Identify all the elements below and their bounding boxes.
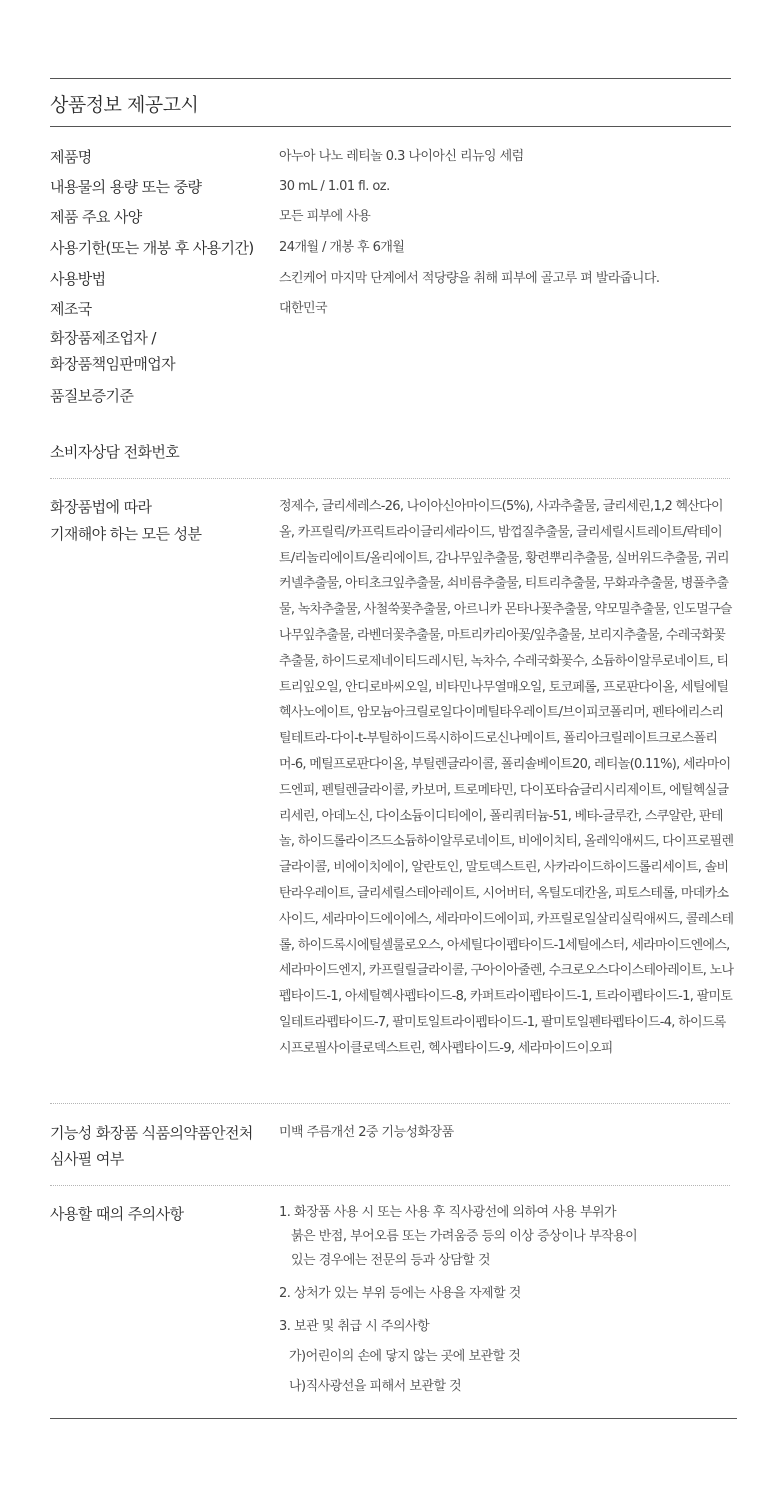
origin-value: 대한민국 bbox=[279, 301, 328, 316]
product-name-value: 아누아 나노 레티놀 0.3 나이아신 리뉴잉 세럼 bbox=[279, 149, 524, 164]
functional-value: 미백 주름개선 2중 기능성화장품 bbox=[279, 1125, 454, 1140]
spec-label: 제품 주요 사양 bbox=[50, 208, 142, 226]
volume-label: 내용물의 용량 또는 중량 bbox=[50, 178, 202, 196]
caution-item: 2. 상처가 있는 부위 등에는 사용을 자제할 것 bbox=[279, 1286, 521, 1301]
quality-label: 품질보증기준 bbox=[50, 387, 134, 405]
phone-label: 소비자상담 전화번호 bbox=[50, 443, 180, 461]
caution-label: 사용할 때의 주의사항 bbox=[50, 1205, 184, 1223]
section-divider bbox=[50, 478, 730, 479]
page-title: 상품정보 제공고시 bbox=[50, 94, 199, 116]
ingredients-list: 정제수, 글리세레스-26, 나이아신아마이드(5%), 사과추출물, 글리세린,1,2 헥산다이올, 카프릴릭/카프릭트라이글리세라이드, 밤껍질추출물, 글리세릴시트레이트/락테이트/리놀리에이트/올리에이트, 감나무잎추출물, 황련뿌리추출물, 실버위드추출물, 귀리커넬추출물, 아티초크잎추출물, 쇠비름추출물, 티트리추출물, 무화과추출물, 병풀추출물, 녹차추출물, 사철쑥꽃추출물, 아르니카 몬타나꽃추출물, 약모밀추출물, 인도멀구슬나무잎추출물, 라벤더꽃추출물, 마트리카리아꽃/잎추출물, 보리지추출물, 수레국화꽃추출물, 하이드로제네이티드레시틴, 녹차수, 수레국화꽃수, 소듐하이알루로네이트, 티트리잎오일, 안디로바씨오일, 비타민나무열매오일, 토코페롤, 프로판다이올, 세틸에틸헥사노에이트, 암모늄아크릴로일다이메틸타우레이트/브이피코폴리머, 펜타에리스리틸테트라-다이-t-부틸하이드록시하이드로신나메이트, 폴리아크릴레이트크로스폴리머-6, 메틸프로판다이올, 부틸렌글라이콜, 폴리솔베이트20, 레티놀(0.11%), 세라마이드엔피, 펜틸렌글라이콜, 카보머, 트로메타민, 다이포타슘글리시리제이트, 에틸헥실글리세린, 아데노신, 다이소듐이디티에이, 폴리쿼터늄-51, 베타-글루칸, 스쿠알란, 판테놀, 하이드롤라이즈드소듐하이알루로네이트, 비에이치티, 올레익애씨드, 다이프로필렌글라이콜, 비에이치에이, 알란토인, 말토덱스트린, 사카라이드하이드롤리세이트, 솔비탄라우레이트, 글리세릴스테아레이트, 시어버터, 옥틸도데칸올, 피토스테롤, 마데카소사이드, 세라마이드에이에스, 세라마이드에이피, 카프릴로일살리실릭애씨드, 콜레스테롤, 하이드록시에틸셀룰로오스, 아세틸다이펩타이드-1세틸에스터, 세라마이드엔에스, 세라마이드엔지, 카프릴릴글라이콜, 구아이아줄렌, 수크로오스다이스테아레이트, 노나펩타이드-1, 아세틸헥사펩타이드-8, 카퍼트라이펩타이드-1, 트라이펩타이드-1, 팔미토일테트라펩타이드-7, 팔미토일트라이펩타이드-1, 팔미토일펜타펩타이드-4, 하이드록시프로필사이클로덱스트린, 헥사펩타이드-9, 세라마이드이오피 bbox=[279, 499, 734, 1056]
volume-value: 30 mL / 1.01 fl. oz. bbox=[279, 179, 390, 194]
origin-label: 제조국 bbox=[50, 300, 92, 318]
usage-value: 스킨케어 마지막 단계에서 적당량을 취해 피부에 골고루 펴 발라줍니다. bbox=[279, 271, 660, 286]
ingredients-label: 화장품법에 따라 기재해야 하는 모든 성분 bbox=[50, 498, 202, 543]
caution-item: 1. 화장품 사용 시 또는 사용 후 직사광선에 의하여 사용 부위가 붉은 반점, 부어오름 또는 가려움증 등의 이상 증상이나 부작용이 있는 경우에는 전문의 등과 상담할 것 bbox=[279, 1205, 638, 1268]
bottom-rule bbox=[50, 1418, 737, 1419]
usage-label: 사용방법 bbox=[50, 270, 106, 288]
spec-value: 모든 피부에 사용 bbox=[279, 209, 371, 224]
manufacturer-label: 화장품제조업자 / 화장품책임판매업자 bbox=[50, 329, 176, 373]
title-rule bbox=[50, 126, 731, 127]
section-divider bbox=[50, 1103, 730, 1104]
section-divider bbox=[50, 1185, 730, 1186]
expiry-value: 24개월 / 개봉 후 6개월 bbox=[279, 240, 405, 255]
caution-item: 3. 보관 및 취급 시 주의사항 가)어린이의 손에 닿지 않는 곳에 보관할 것 나)직사광선을 피해서 보관할 것 bbox=[279, 1319, 521, 1394]
caution-list bbox=[279, 1201, 734, 1399]
expiry-label: 사용기한(또는 개봉 후 사용기간) bbox=[50, 239, 254, 257]
product-name-label: 제품명 bbox=[50, 148, 92, 166]
top-rule bbox=[50, 78, 731, 79]
functional-label: 기능성 화장품 식품의약품안전처 심사필 여부 bbox=[50, 1124, 253, 1168]
